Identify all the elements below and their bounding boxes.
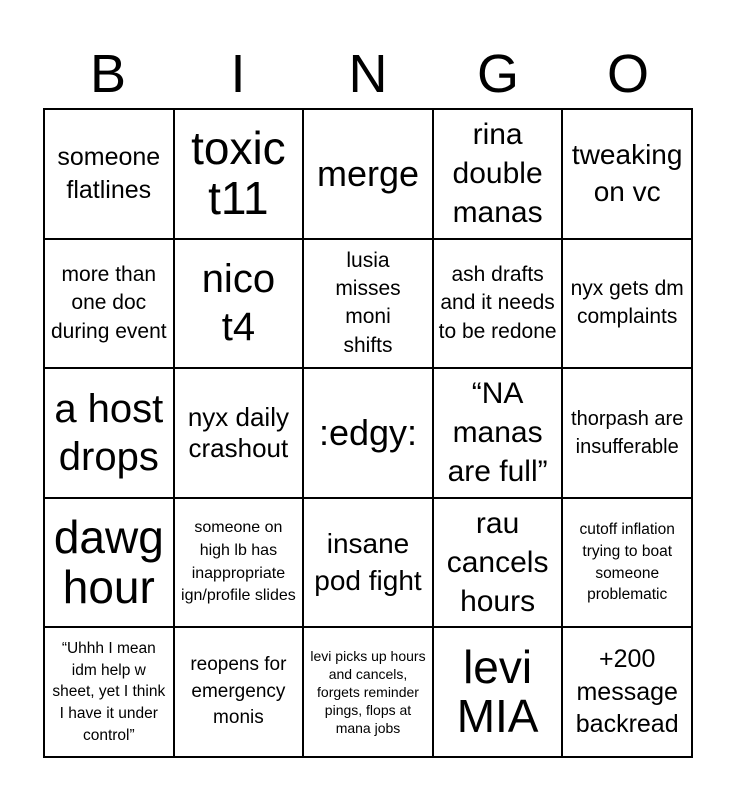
cell-text: cutoff inflation trying to boat someone problematic — [579, 521, 675, 604]
cell-text: rau cancels hours — [446, 507, 549, 619]
cell-text: thorpash are insufferable — [571, 407, 684, 458]
bingo-cell[interactable] — [433, 627, 563, 757]
bingo-cell[interactable] — [433, 498, 563, 628]
cell-text: nico t4 — [201, 257, 276, 350]
cell-text: tweaking on vc — [571, 139, 683, 207]
header-letter-i: I — [230, 44, 246, 104]
bingo-cell[interactable] — [174, 627, 304, 757]
bingo-cell[interactable] — [174, 368, 304, 498]
bingo-header — [43, 40, 693, 108]
cell-text: levi picks up hours and cancels, forgets reminder pings, flops at mana jobs — [310, 647, 426, 737]
bingo-cell[interactable] — [174, 239, 304, 369]
cell-text: +200 message backread — [575, 645, 679, 739]
cell-text: ash drafts and it needs to be redone — [438, 262, 557, 343]
bingo-cell[interactable] — [562, 368, 692, 498]
cell-text: a host drops — [54, 386, 164, 479]
bingo-cell[interactable] — [562, 498, 692, 628]
bingo-cell[interactable] — [44, 368, 174, 498]
cell-text: someone on high lb has inappropriate ign/profile slides — [181, 519, 296, 605]
cell-text: :edgy: — [318, 412, 418, 454]
cell-text: reopens for emergency monis — [190, 654, 287, 729]
bingo-grid — [43, 108, 693, 758]
cell-text: nyx gets dm complaints — [570, 277, 684, 329]
bingo-cell[interactable] — [44, 109, 174, 239]
cell-text: rina double manas — [452, 118, 543, 230]
bingo-cell[interactable] — [562, 627, 692, 757]
cell-text: “NA manas are full” — [447, 377, 548, 489]
cell-text: levi MIA — [456, 640, 539, 743]
header-letter-n: N — [348, 44, 388, 104]
bingo-cell[interactable] — [174, 498, 304, 628]
bingo-cell[interactable] — [562, 239, 692, 369]
header-letter-o: O — [606, 44, 649, 104]
bingo-cell[interactable] — [433, 239, 563, 369]
bingo-cell[interactable] — [44, 239, 174, 369]
bingo-cell[interactable] — [174, 109, 304, 239]
cell-text: lusia misses moni shifts — [335, 248, 401, 357]
bingo-cell[interactable] — [44, 498, 174, 628]
cell-text: merge — [316, 152, 420, 194]
cell-text: someone flatlines — [57, 143, 161, 204]
cell-text: toxic t11 — [191, 122, 286, 224]
header-letter-b: B — [89, 44, 127, 104]
bingo-cell[interactable] — [303, 109, 433, 239]
cell-text: “Uhhh I mean idm help w sheet, yet I think I have it under control” — [52, 639, 166, 744]
bingo-cell[interactable] — [433, 368, 563, 498]
cell-text: more than one doc during event — [51, 262, 167, 343]
header-letter-g: G — [476, 44, 519, 104]
bingo-cell[interactable] — [562, 109, 692, 239]
bingo-cell[interactable] — [303, 239, 433, 369]
bingo-cell[interactable] — [433, 109, 563, 239]
cell-text: nyx daily crashout — [187, 401, 289, 463]
bingo-cell[interactable] — [303, 498, 433, 628]
bingo-cell[interactable] — [44, 627, 174, 757]
cell-text: insane pod fight — [314, 528, 422, 596]
bingo-cell[interactable] — [303, 368, 433, 498]
cell-text: dawg hour — [53, 510, 164, 613]
bingo-cell[interactable] — [303, 627, 433, 757]
